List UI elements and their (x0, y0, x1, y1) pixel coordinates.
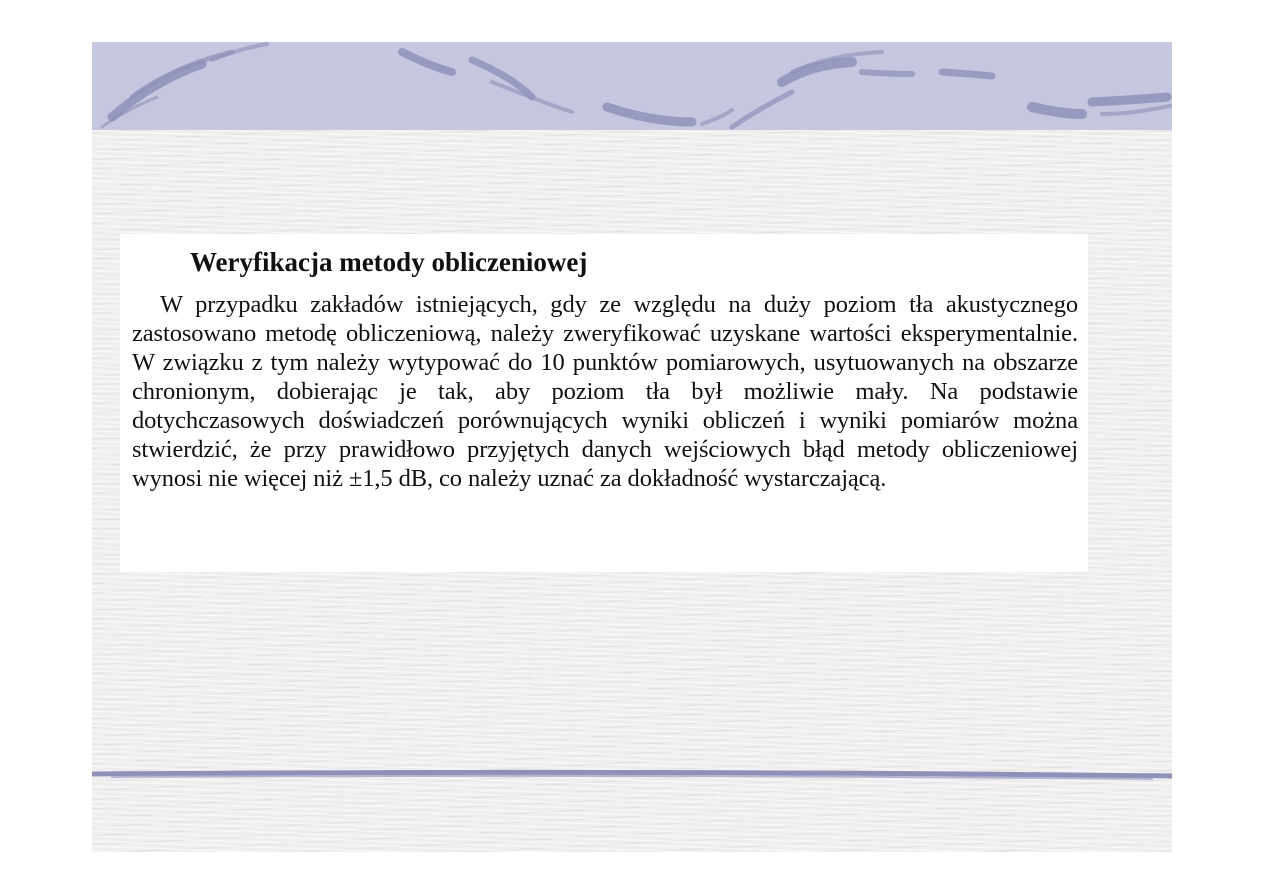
bottom-rule-line (92, 768, 1172, 784)
slide (92, 42, 1172, 852)
swoosh-decoration (92, 42, 1172, 130)
document-body: W przypadku zakładów istniejących, gdy ze względu na duży poziom tła akustycznego zastosowano metodę obliczeniową, należy zweryfikować uzyskane wartości eksperymentalnie. W związku z tym należy wytypować do 10 punktów pomiarowych, usytuowanych na obszarze chronionym, dobierając je tak, aby poziom tła był możliwie mały. Na podstawie dotychczasowych doświadczeń porównujących wyniki obliczeń i wyniki pomiarów można stwierdzić, że przy prawidłowo przyjętych danych wejściowych błąd metody obliczeniowej wynosi nie więcej niż ±1,5 dB, co należy uznać za dokładność wystarczającą. (132, 291, 1078, 492)
document-title: Weryfikacja metody obliczeniowej (190, 247, 588, 277)
text-panel (120, 234, 1088, 572)
decorative-header-band (92, 42, 1172, 130)
decorative-bottom-rule (92, 768, 1172, 784)
